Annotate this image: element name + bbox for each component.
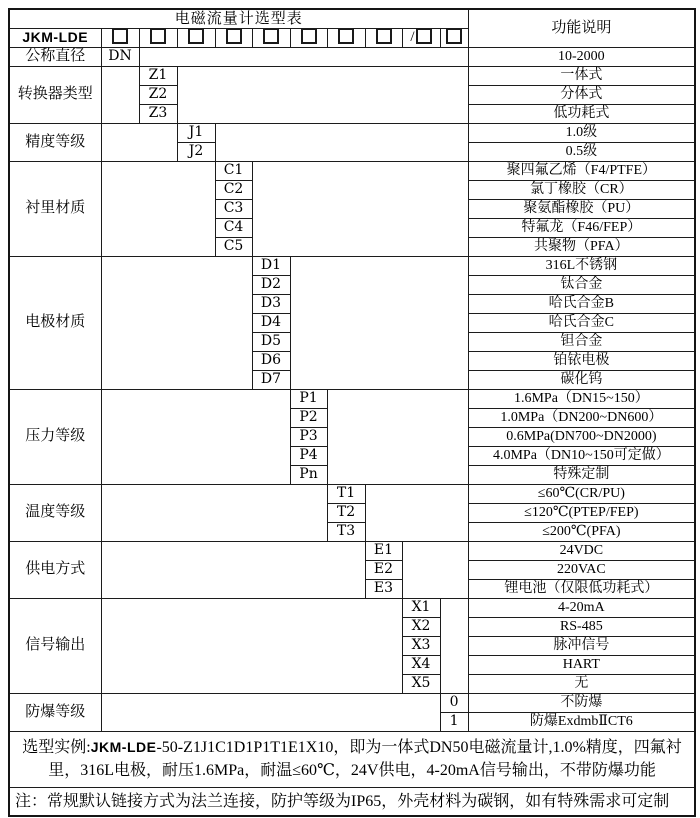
- code-cell: C5: [215, 237, 252, 256]
- code-cell: D4: [252, 313, 290, 332]
- footnote: 注：常规默认链接方式为法兰连接，防护等级为IP65，外壳材料为碳钢，如有特殊需求可定制: [9, 787, 695, 816]
- desc-cell: 锂电池（仅限低功耗式）: [468, 579, 695, 598]
- desc-cell: 氯丁橡胶（CR）: [468, 180, 695, 199]
- code-cell: Z2: [139, 85, 177, 104]
- desc-cell: 1.0级: [468, 123, 695, 142]
- code-cell: 0: [440, 693, 468, 712]
- code-cell: E2: [365, 560, 402, 579]
- desc-cell: HART: [468, 655, 695, 674]
- example-text: -50-Z1J1C1D1P1T1E1X10，即为一体式DN50电磁流量计,1.0%精度，四氟衬里，316L电极，耐压1.6MPa，耐温≤60℃，24V供电，4-20mA信号输出，不带防爆功能: [48, 738, 682, 779]
- desc-cell: 哈氏合金C: [468, 313, 695, 332]
- checkbox-cell-slash: [402, 28, 440, 47]
- code-cell: C1: [215, 161, 252, 180]
- code-cell: X1: [402, 598, 440, 617]
- code-cell: DN: [101, 47, 139, 66]
- table-title: 电磁流量计选型表: [9, 9, 468, 28]
- slash-separator: /: [410, 29, 415, 46]
- checkbox-cell: [327, 28, 365, 47]
- code-cell: C2: [215, 180, 252, 199]
- desc-cell: 220VAC: [468, 560, 695, 579]
- checkbox-cell: [177, 28, 215, 47]
- empty-cell: [177, 66, 468, 123]
- code-cell: D1: [252, 256, 290, 275]
- desc-cell: 0.5级: [468, 142, 695, 161]
- model-code-label: JKM-LDE: [9, 28, 101, 47]
- checkbox-cell: [440, 28, 468, 47]
- code-cell: P3: [290, 427, 327, 446]
- desc-cell: ≤60℃(CR/PU): [468, 484, 695, 503]
- selection-example-note: [9, 731, 695, 787]
- code-cell: J2: [177, 142, 215, 161]
- section-label-temperature-class: 温度等级: [9, 484, 101, 541]
- checkbox-icon: [446, 28, 462, 44]
- desc-cell: ≤120℃(PTEP/FEP): [468, 503, 695, 522]
- code-cell: D7: [252, 370, 290, 389]
- desc-cell: 特殊定制: [468, 465, 695, 484]
- desc-cell: 防爆ExdmbⅡCT6: [468, 712, 695, 731]
- desc-cell: 聚四氟乙烯（F4/PTFE）: [468, 161, 695, 180]
- empty-cell: [101, 484, 327, 541]
- checkbox-cell: [365, 28, 402, 47]
- empty-cell: [101, 66, 139, 123]
- checkbox-icon: [112, 28, 128, 44]
- desc-cell: 10-2000: [468, 47, 695, 66]
- code-cell: D5: [252, 332, 290, 351]
- empty-cell: [101, 541, 365, 598]
- checkbox-cell: [101, 28, 139, 47]
- empty-cell: [402, 541, 468, 598]
- desc-cell: 无: [468, 674, 695, 693]
- desc-cell: RS-485: [468, 617, 695, 636]
- checkbox-icon: [416, 28, 432, 44]
- desc-cell: 分体式: [468, 85, 695, 104]
- empty-cell: [101, 123, 177, 161]
- empty-cell: [101, 161, 215, 256]
- code-cell: X4: [402, 655, 440, 674]
- section-label-signal-output: 信号输出: [9, 598, 101, 693]
- checkbox-cell: [252, 28, 290, 47]
- desc-cell: 哈氏合金B: [468, 294, 695, 313]
- code-cell: C4: [215, 218, 252, 237]
- desc-cell: 不防爆: [468, 693, 695, 712]
- code-cell: 1: [440, 712, 468, 731]
- code-cell: Pn: [290, 465, 327, 484]
- checkbox-icon: [263, 28, 279, 44]
- code-cell: T1: [327, 484, 365, 503]
- empty-cell: [101, 256, 252, 389]
- empty-cell: [327, 389, 468, 484]
- section-label-converter-type: 转换器类型: [9, 66, 101, 123]
- desc-cell: ≤200℃(PFA): [468, 522, 695, 541]
- code-cell: Z3: [139, 104, 177, 123]
- section-label-nominal-diameter: 公称直径: [9, 47, 101, 66]
- code-cell: P1: [290, 389, 327, 408]
- code-cell: X2: [402, 617, 440, 636]
- desc-cell: 4-20mA: [468, 598, 695, 617]
- desc-cell: 一体式: [468, 66, 695, 85]
- checkbox-icon: [376, 28, 392, 44]
- desc-cell: 碳化钨: [468, 370, 695, 389]
- code-cell: X5: [402, 674, 440, 693]
- code-cell: T2: [327, 503, 365, 522]
- desc-cell: 24VDC: [468, 541, 695, 560]
- checkbox-cell: [139, 28, 177, 47]
- code-cell: P4: [290, 446, 327, 465]
- code-cell: E3: [365, 579, 402, 598]
- desc-cell: 共聚物（PFA）: [468, 237, 695, 256]
- desc-cell: 316L不锈钢: [468, 256, 695, 275]
- checkbox-icon: [338, 28, 354, 44]
- desc-cell: 1.6MPa（DN15~150）: [468, 389, 695, 408]
- desc-cell: 钽合金: [468, 332, 695, 351]
- desc-cell: 铂铱电极: [468, 351, 695, 370]
- code-cell: P2: [290, 408, 327, 427]
- checkbox-cell: [290, 28, 327, 47]
- desc-cell: 低功耗式: [468, 104, 695, 123]
- code-cell: C3: [215, 199, 252, 218]
- empty-cell: [440, 598, 468, 693]
- empty-cell: [101, 693, 440, 731]
- section-label-explosion-proof: 防爆等级: [9, 693, 101, 731]
- checkbox-cell: [215, 28, 252, 47]
- empty-cell: [365, 484, 468, 541]
- code-cell: D6: [252, 351, 290, 370]
- section-label-pressure-class: 压力等级: [9, 389, 101, 484]
- desc-cell: 特氟龙（F46/FEP）: [468, 218, 695, 237]
- flowmeter-selection-table: [8, 8, 696, 817]
- code-cell: D2: [252, 275, 290, 294]
- section-label-lining-material: 衬里材质: [9, 161, 101, 256]
- desc-cell: 聚氨酯橡胶（PU）: [468, 199, 695, 218]
- empty-cell: [252, 161, 468, 256]
- checkbox-icon: [188, 28, 204, 44]
- code-cell: X3: [402, 636, 440, 655]
- function-column-header: 功能说明: [468, 9, 695, 47]
- section-label-accuracy-class: 精度等级: [9, 123, 101, 161]
- empty-cell: [215, 123, 468, 161]
- empty-cell: [101, 598, 402, 693]
- section-label-power-supply: 供电方式: [9, 541, 101, 598]
- checkbox-icon: [301, 28, 317, 44]
- desc-cell: 脉冲信号: [468, 636, 695, 655]
- example-label: 选型实例:: [22, 738, 91, 756]
- code-cell: Z1: [139, 66, 177, 85]
- checkbox-icon: [150, 28, 166, 44]
- code-cell: J1: [177, 123, 215, 142]
- code-cell: E1: [365, 541, 402, 560]
- code-cell: T3: [327, 522, 365, 541]
- desc-cell: 钛合金: [468, 275, 695, 294]
- empty-cell: [139, 47, 468, 66]
- checkbox-icon: [226, 28, 242, 44]
- section-label-electrode-material: 电极材质: [9, 256, 101, 389]
- desc-cell: 1.0MPa（DN200~DN600）: [468, 408, 695, 427]
- example-model-code: JKM-LDE: [90, 738, 157, 755]
- desc-cell: 0.6MPa(DN700~DN2000): [468, 427, 695, 446]
- code-cell: D3: [252, 294, 290, 313]
- empty-cell: [290, 256, 468, 389]
- empty-cell: [101, 389, 290, 484]
- desc-cell: 4.0MPa（DN10~150可定做）: [468, 446, 695, 465]
